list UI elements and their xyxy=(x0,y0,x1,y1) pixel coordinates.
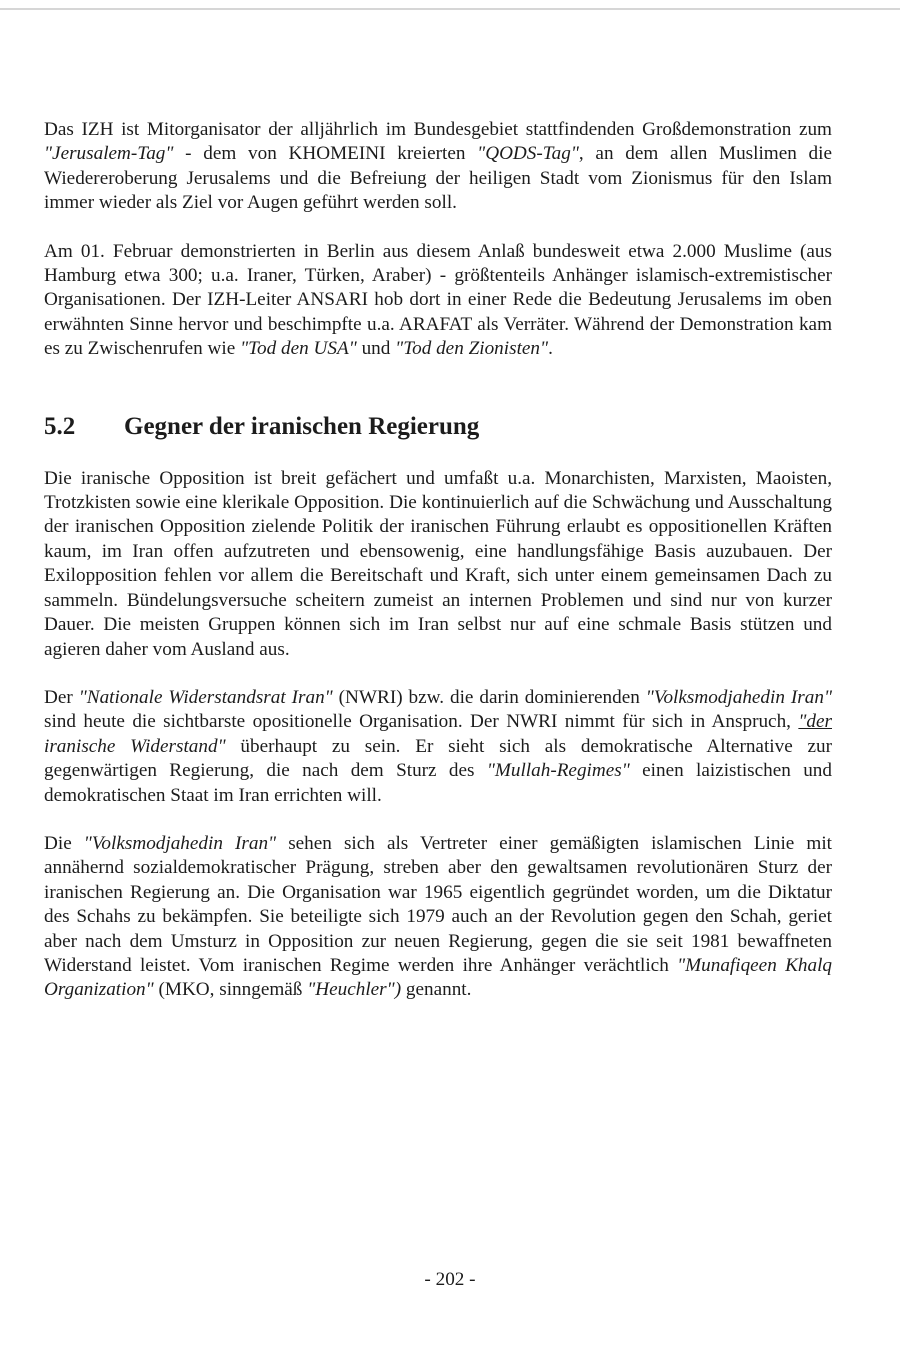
section-heading xyxy=(44,412,832,442)
italic-term: iranische Widerstand" xyxy=(44,735,226,757)
text-span: Die xyxy=(44,832,84,854)
italic-term: "Mullah-Regimes" xyxy=(486,760,630,782)
text-span: - dem von KHOMEINI kreierten xyxy=(173,143,478,165)
page-number: - 202 - xyxy=(424,1269,476,1290)
underlined-term: "der xyxy=(798,711,832,733)
text-span: einen laizistischen und demokratischen Staat im Iran errichten will. xyxy=(44,760,832,806)
document-body xyxy=(44,118,832,1003)
text-span: überhaupt zu sein. Er sieht sich als demokratische Alternative zur gegenwärtigen Regierung, die nach dem Sturz des xyxy=(44,735,832,782)
italic-term: "QODS-Tag" xyxy=(477,143,579,165)
italic-term: "Heuchler") xyxy=(307,979,402,1001)
italic-term: "Tod den Zionisten" xyxy=(395,338,549,360)
text-span: Das IZH ist Mitorganisator der alljährlich im Bundesgebiet stattfindenden Großdemonstration zum xyxy=(44,119,832,140)
italic-term: "Volksmodjahedin Iran" xyxy=(645,686,832,708)
italic-term: "Jerusalem-Tag" xyxy=(44,143,174,165)
text-span: genannt. xyxy=(401,979,472,1001)
paragraph-volksmodjahedin xyxy=(44,832,832,1003)
paragraph-berlin-demonstration xyxy=(44,240,832,362)
text-span: sehen sich als Vertreter einer gemäßigten islamischen Linie mit annähernd sozialdemokratischer Prägung, streben aber den gewaltsamen revolutionären Sturz der iranischen Regierung an. Die Organisation war 1965 eigentlich gegründet worden, um die Diktatur des Schahs zu bekämpfen. Sie beteiligte sich 1979 auch an der Revolution gegen den Schah, geriet aber nach dem Umsturz in Opposition zur neuen Regierung, gegen die sie seit 1981 bewaffneten Widerstand leistet. Vom iranischen Regime werden ihre Anhänger verächtlich xyxy=(44,832,832,976)
paragraph-nwri xyxy=(44,686,832,808)
italic-term: "Tod den USA" xyxy=(240,338,357,360)
text-span: (MKO, sinngemäß xyxy=(153,979,308,1001)
italic-term: "Volksmodjahedin Iran" xyxy=(83,832,277,854)
text-span: (NWRI) bzw. die darin dominierenden xyxy=(332,686,646,708)
italic-term: "Nationale Widerstandsrat Iran" xyxy=(78,686,333,708)
section-number: 5.2 xyxy=(44,412,76,440)
text-span: Der xyxy=(44,686,79,708)
paragraph-jerusalem-tag xyxy=(44,118,832,216)
text-span: und xyxy=(356,338,396,360)
text-span: . xyxy=(548,338,553,360)
italic-term: "Munafiqeen Khalq Organization" xyxy=(44,954,832,1001)
text-span: sind heute die sichtbarste opositionelle Organisation. Der NWRI nimmt für sich in Anspruch, xyxy=(44,711,799,733)
top-edge-rule xyxy=(0,8,900,10)
text-span: Die iranische Opposition ist breit gefächert und umfaßt u.a. Monarchisten, Marxisten, Maoisten, Trotzkisten sowie eine klerikale Opposition. Die kontinuierlich auf die Schwächung und Ausschaltung der iranischen Opposition zielende Politik der iranischen Führung erlaubt es oppositionellen Kräften kaum, im Iran offen aufzutreten und ebensowenig, eine handlungsfähige Basis auzubauen. Der Exilopposition fehlen vor allem die Bereitschaft und Kraft, sich unter einem gemeinsamen Dach zu sammeln. Bündelungsversuche scheitern zumeist an internen Problemen und sind nur von kurzer Dauer. Die meisten Gruppen können sich im Iran selbst nur auf eine schmale Basis stützen und agieren daher vom Ausland aus. xyxy=(44,467,832,660)
section-title: Gegner der iranischen Regierung xyxy=(124,412,480,440)
text-span: , an dem allen Muslimen die Wiedereroberung Jerusalems und die Befreiung der heiligen Stadt vom Zionismus für den Islam immer wieder als Ziel vor Augen geführt werden soll. xyxy=(44,143,832,214)
paragraph-iranian-opposition xyxy=(44,467,832,662)
text-span: Am 01. Februar demonstrierten in Berlin aus diesem Anlaß bundesweit etwa 2.000 Muslime (aus Hamburg etwa 300; u.a. Iraner, Türken, Araber) - größtenteils Anhänger islamisch-extremistischer Organisationen. Der IZH-Leiter ANSARI hob dort in einer Rede die Bedeutung Jerusalems im oben erwähnten Sinne hervor und beschimpfte u.a. ARAFAT als Verräter. Während der Demonstration kam es zu Zwischenrufen wie xyxy=(44,240,832,360)
